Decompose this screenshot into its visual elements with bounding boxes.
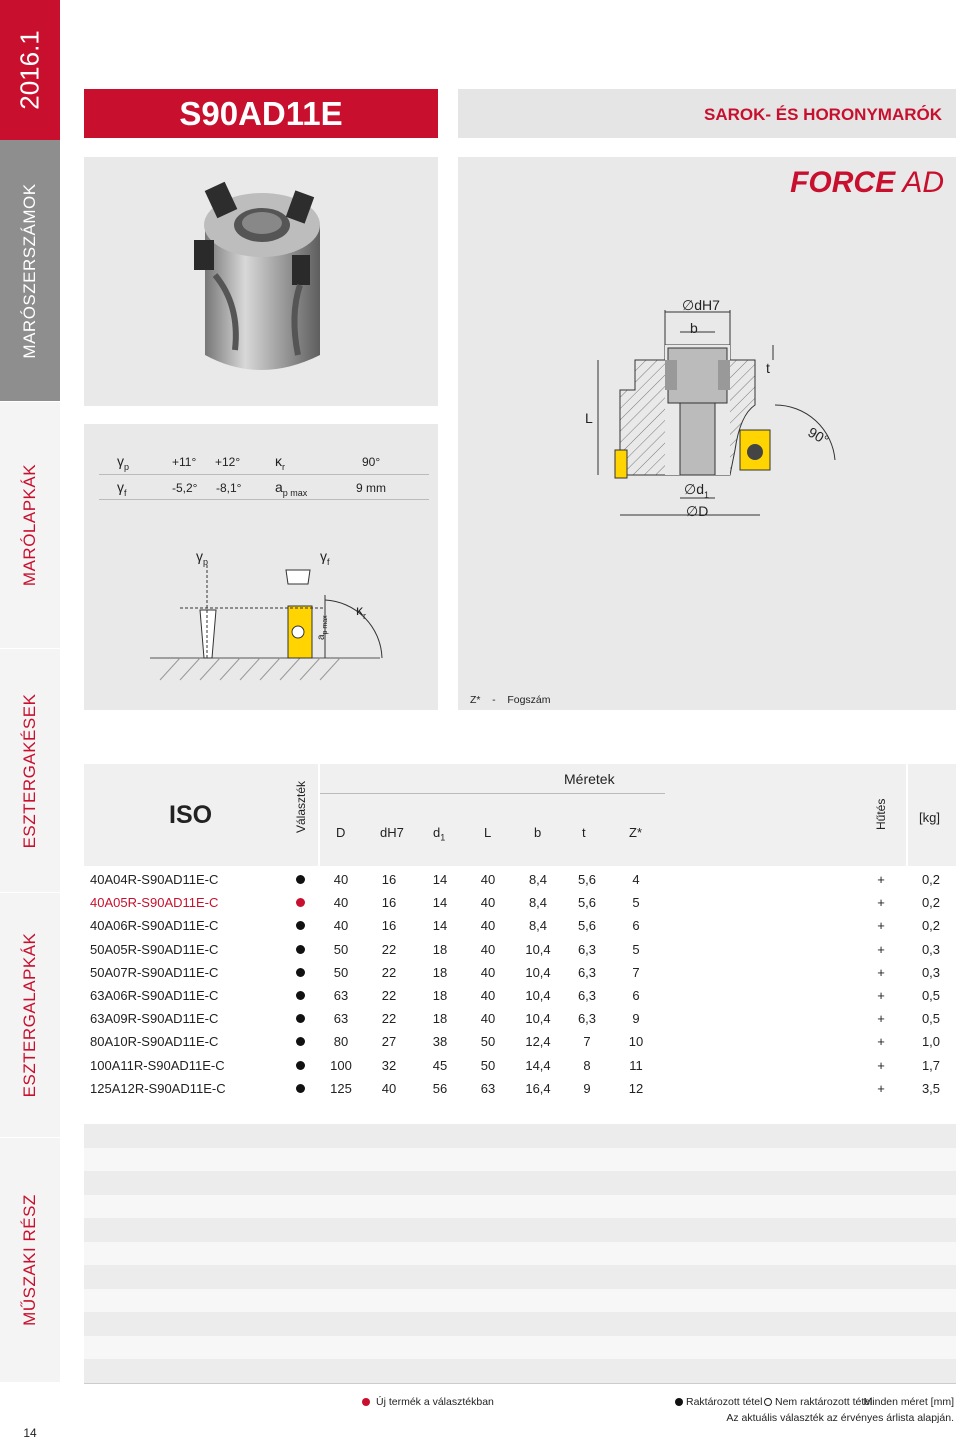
b-label: b [690, 320, 698, 336]
cell-d1: 18 [432, 988, 448, 1003]
cell-cool: + [877, 872, 885, 887]
product-code: 40A05R-S90AD11E-C [90, 895, 219, 911]
cell-l: 40 [480, 988, 496, 1003]
cell-kg: 0,3 [921, 964, 941, 980]
cell-cool: + [877, 918, 885, 934]
cell-d1: 14 [432, 918, 448, 934]
legend-note: Z* - Fogszám [470, 694, 551, 706]
cell-dh7: 16 [381, 872, 397, 887]
cell-d: 50 [333, 964, 349, 980]
cell-t: 5,6 [577, 895, 597, 911]
product-code: 63A09R-S90AD11E-C [90, 1011, 219, 1027]
milling-cutter-photo [180, 165, 340, 395]
cell-kg: 0,2 [921, 918, 941, 934]
new-item-dot [362, 1398, 370, 1406]
empty-row [84, 1336, 956, 1360]
cell-d1: 18 [432, 941, 448, 957]
kg-header: [kg] [919, 810, 940, 825]
cell-b: 8,4 [528, 895, 548, 911]
cell-z: 5 [632, 941, 640, 957]
gamma-f-value-1: -5,2° [172, 481, 198, 495]
sidebar-label: ESZTERGALAPKÁK [20, 932, 39, 1098]
cell-d1: 45 [432, 1057, 448, 1073]
cell-b: 16,4 [525, 1080, 551, 1096]
cell-b: 10,4 [525, 1011, 551, 1027]
cell-z: 6 [632, 988, 640, 1003]
cell-kg: 0,2 [921, 872, 941, 887]
cell-z: 12 [628, 1080, 644, 1096]
col-header-b: b [534, 825, 542, 840]
table-row [84, 1030, 956, 1053]
year-label: 2016.1 [14, 30, 45, 110]
table-row [84, 914, 956, 937]
sidebar-item-muszaki-resz[interactable] [0, 1138, 60, 1383]
table-row [84, 984, 956, 1007]
legend-all-sizes: Minden méret [mm] [863, 1396, 954, 1408]
brand-logo: FORCE AD [790, 166, 944, 199]
table-row [84, 868, 956, 891]
product-code: 80A10R-S90AD11E-C [90, 1034, 219, 1050]
sidebar-label: MŰSZAKI RÉSZ [20, 1194, 39, 1326]
empty-row [84, 1218, 956, 1242]
cell-z: 4 [632, 872, 640, 887]
product-code: 100A11R-S90AD11E-C [90, 1057, 225, 1073]
cell-l: 50 [480, 1034, 496, 1050]
dh7-label: ∅dH7 [682, 297, 720, 313]
stocked-dot [296, 1037, 305, 1046]
stocked-dot [296, 1014, 305, 1023]
stocked-dot [296, 1084, 305, 1093]
sidebar-label: ESZTERGAKÉSEK [20, 693, 39, 848]
product-code: 63A06R-S90AD11E-C [90, 988, 219, 1003]
d-label: ∅D [686, 503, 709, 519]
cell-z: 10 [628, 1034, 644, 1050]
col-header-L: L [484, 825, 492, 840]
cell-t: 5,6 [577, 872, 597, 887]
stocked-dot [296, 991, 305, 1000]
cell-dh7: 27 [381, 1034, 397, 1050]
cell-t: 6,3 [577, 988, 597, 1003]
legend-new-item: Új termék a választékban [376, 1396, 494, 1408]
cell-dh7: 16 [381, 918, 397, 934]
cell-d: 40 [333, 918, 349, 934]
ap-max-symbol: $a_{p max}$ [275, 479, 308, 498]
gamma-p-value-1: +11° [172, 455, 197, 469]
cell-kg: 0,5 [921, 988, 941, 1003]
product-code: 50A07R-S90AD11E-C [90, 964, 219, 980]
empty-row [84, 1265, 956, 1289]
meretek-header: Méretek [564, 771, 615, 787]
cell-l: 50 [480, 1057, 496, 1073]
group-divider [320, 793, 665, 794]
t-label: t [766, 360, 770, 376]
gamma-p-symbol: $\gamma_p$ [117, 453, 130, 472]
cell-dh7: 22 [381, 1011, 397, 1027]
sidebar-item-esztergakesek[interactable] [0, 649, 60, 893]
cutter-section-drawing [580, 290, 860, 530]
kappa-r-value: 90° [362, 455, 381, 469]
cell-kg: 1,7 [921, 1057, 941, 1073]
kappa-r-diagram-label: $\kappa_r$ [356, 602, 366, 621]
product-code: 50A05R-S90AD11E-C [90, 941, 219, 957]
cell-b: 10,4 [525, 988, 551, 1003]
cell-l: 40 [480, 918, 496, 934]
ap-max-diagram-label: $a_{p max}$ [316, 615, 329, 640]
cell-d: 100 [330, 1057, 352, 1073]
cell-dh7: 22 [381, 988, 397, 1003]
stocked-dot [296, 1061, 305, 1070]
ap-max-value: 9 mm [356, 481, 386, 495]
cell-kg: 0,3 [921, 941, 941, 957]
cell-d: 80 [333, 1034, 349, 1050]
cell-z: 5 [632, 895, 640, 911]
col-header-d1: $d_1$ [433, 825, 446, 843]
kappa-r-symbol: $\kappa_r$ [275, 453, 285, 472]
category-title: SAROK- ÉS HORONYMARÓK [458, 89, 956, 138]
cell-b: 8,4 [528, 918, 548, 934]
cell-z: 9 [632, 1011, 640, 1027]
sidebar-item-marolapkak[interactable] [0, 402, 60, 649]
cell-kg: 3,5 [921, 1080, 941, 1096]
empty-row [84, 1124, 956, 1148]
table-row [84, 1077, 956, 1100]
page-title: S90AD11E [84, 89, 438, 138]
cell-d: 125 [330, 1080, 352, 1096]
l-label: L [585, 410, 593, 426]
page-number: 14 [23, 1426, 37, 1440]
cell-t: 8 [583, 1057, 591, 1073]
cell-b: 12,4 [525, 1034, 551, 1050]
cell-cool: + [877, 1080, 885, 1096]
sidebar-label: MARÓSZERSZÁMOK [20, 182, 39, 359]
not-stocked-circle [764, 1398, 772, 1406]
table-row [84, 1007, 956, 1030]
new-item-dot [296, 898, 305, 907]
cell-z: 11 [629, 1057, 643, 1073]
col-header-z: Z* [629, 825, 642, 840]
empty-row [84, 1171, 956, 1195]
angle-label: 90° [805, 423, 832, 449]
param-divider [99, 474, 429, 475]
col-header-dh7: dH7 [380, 825, 404, 840]
col-header-t: t [582, 825, 586, 840]
stocked-dot [296, 968, 305, 977]
col-divider [906, 764, 908, 866]
cell-t: 6,3 [577, 1011, 597, 1027]
cell-l: 40 [480, 895, 496, 911]
cell-cool: + [877, 1011, 885, 1027]
cell-d1: 18 [432, 964, 448, 980]
stocked-dot [675, 1398, 683, 1406]
gamma-f-symbol: $\gamma_f$ [117, 479, 127, 498]
empty-row [84, 1312, 956, 1336]
cell-dh7: 16 [381, 895, 397, 911]
cell-t: 6,3 [577, 964, 597, 980]
hutes-header: Hűtés [874, 798, 888, 830]
gamma-f-diagram-label: $\gamma_f$ [320, 548, 330, 567]
cell-l: 40 [480, 1011, 496, 1027]
cell-d: 40 [333, 895, 349, 911]
cell-dh7: 40 [381, 1080, 397, 1096]
sidebar-item-esztergalapkak[interactable] [0, 893, 60, 1138]
cell-l: 40 [480, 941, 496, 957]
cell-cool: + [877, 895, 885, 911]
table-row [84, 961, 956, 984]
table-header-bg [84, 764, 956, 866]
cell-d1: 56 [432, 1080, 448, 1096]
d1-label: $\emptyset d_1$ [684, 481, 709, 500]
cell-l: 40 [480, 872, 496, 887]
iso-header: ISO [169, 801, 213, 829]
cutting-geometry-sketch [150, 540, 390, 690]
year-tab [0, 0, 60, 140]
cell-z: 7 [632, 964, 640, 980]
cell-b: 10,4 [525, 964, 551, 980]
cell-kg: 0,2 [921, 895, 941, 911]
stocked-dot [296, 921, 305, 930]
cell-cool: + [877, 1034, 885, 1050]
cell-cool: + [877, 1057, 885, 1073]
cell-t: 6,3 [577, 941, 597, 957]
cell-b: 10,4 [525, 941, 551, 957]
cell-d: 50 [333, 941, 349, 957]
cell-kg: 0,5 [921, 1011, 941, 1027]
col-header-D: D [336, 825, 346, 840]
sidebar-item-maroszerszamok[interactable] [0, 140, 60, 402]
cell-kg: 1,0 [921, 1034, 941, 1050]
product-code: 40A06R-S90AD11E-C [90, 918, 219, 934]
gamma-p-value-2: +12° [215, 455, 241, 469]
empty-row [84, 1242, 956, 1266]
footer-divider [84, 1383, 956, 1384]
cell-b: 8,4 [528, 872, 548, 887]
table-row [84, 1054, 956, 1077]
cell-l: 63 [480, 1080, 496, 1096]
empty-row [84, 1289, 956, 1313]
product-code: 125A12R-S90AD11E-C [90, 1080, 226, 1096]
cell-b: 14,4 [525, 1057, 551, 1073]
gamma-f-value-2: -8,1° [216, 481, 242, 495]
valasztek-header: Választék [294, 780, 308, 833]
cell-t: 7 [583, 1034, 591, 1050]
stocked-dot [296, 875, 305, 884]
footer-note: Az aktuális választék az érvényes árlista alapján. [726, 1412, 954, 1424]
cell-z: 6 [632, 918, 640, 934]
legend-not-stocked: Nem raktározott tétel [775, 1396, 873, 1408]
legend-stocked: Raktározott tétel [686, 1396, 763, 1408]
param-divider [99, 499, 429, 500]
table-row [84, 891, 956, 914]
sidebar-label: MARÓLAPKÁK [20, 463, 39, 587]
cell-t: 5,6 [577, 918, 597, 934]
cell-dh7: 22 [381, 941, 397, 957]
cell-cool: + [877, 964, 885, 980]
empty-row [84, 1359, 956, 1383]
cell-d1: 14 [432, 872, 448, 887]
stocked-dot [296, 945, 305, 954]
cell-d1: 18 [432, 1011, 448, 1027]
cell-cool: + [877, 988, 885, 1003]
cell-cool: + [877, 941, 885, 957]
empty-row [84, 1148, 956, 1172]
cell-d: 63 [333, 988, 349, 1003]
col-divider [318, 764, 320, 866]
cell-dh7: 22 [381, 964, 397, 980]
cell-d: 63 [333, 1011, 349, 1027]
cell-d: 40 [333, 872, 349, 887]
empty-row [84, 1195, 956, 1219]
cell-d1: 14 [432, 895, 448, 911]
cell-d1: 38 [432, 1034, 448, 1050]
product-code: 40A04R-S90AD11E-C [90, 872, 219, 887]
cell-dh7: 32 [381, 1057, 397, 1073]
gamma-p-diagram-label: $\gamma_p$ [196, 548, 209, 567]
cell-l: 40 [480, 964, 496, 980]
cell-t: 9 [583, 1080, 591, 1096]
table-row [84, 938, 956, 961]
